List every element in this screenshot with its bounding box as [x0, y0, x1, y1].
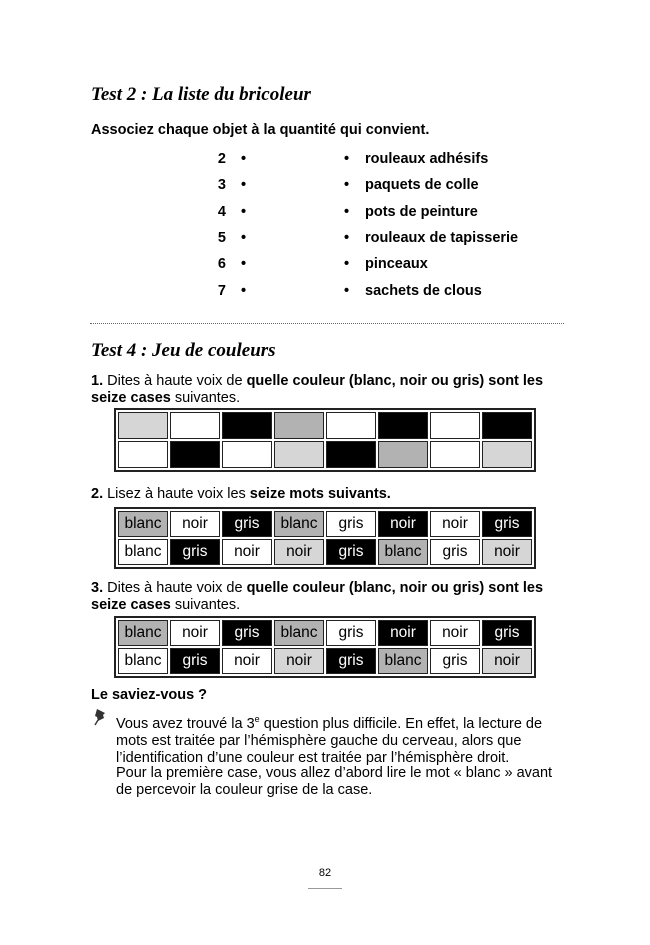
q2-word-cell: gris [170, 539, 220, 565]
q2-word-cell: gris [326, 539, 376, 565]
q1-number: 1. [91, 373, 104, 389]
color-cell [430, 441, 480, 468]
color-cell [222, 441, 272, 468]
object-label: rouleaux de tapisserie [365, 229, 519, 246]
para1-b: question plus difficile. En effet, la lecture de [259, 715, 543, 732]
quantity-number: 4 [217, 203, 226, 220]
test2-instruction: Associez chaque objet à la quantité qui convient. [91, 122, 430, 138]
q2-text: Lisez à haute voix les [103, 486, 250, 502]
object-label: rouleaux adhésifs [365, 151, 489, 167]
q2-word-cell: noir [222, 539, 272, 565]
match-dot-left[interactable]: • [241, 177, 247, 194]
match-dot-left[interactable]: • [241, 229, 247, 246]
grid-row [118, 441, 532, 468]
color-cell [326, 412, 376, 439]
q2-word-cell: blanc [274, 511, 324, 537]
q3-number: 3. [91, 580, 104, 596]
section-divider [90, 323, 564, 324]
q3-word-cell: blanc [118, 648, 168, 674]
q3-word-cell: noir [378, 620, 428, 646]
q3-text-2: suivantes. [170, 597, 241, 613]
color-cell [274, 412, 324, 439]
grid-row [118, 412, 532, 439]
q3-word-cell: gris [222, 620, 272, 646]
match-dot-right[interactable]: • [344, 229, 350, 246]
color-cell [378, 412, 428, 439]
match-dot-right[interactable]: • [344, 203, 350, 220]
q2-word-cell: gris [222, 511, 272, 537]
test4-title: Test 4 : Jeu de couleurs [91, 340, 276, 361]
question-3 [91, 580, 561, 614]
question-2 [91, 486, 391, 503]
q1-bold-2: seize cases [91, 390, 171, 406]
q2-bold: seize mots suivants. [249, 486, 391, 502]
question-1 [91, 373, 561, 407]
color-cell [274, 441, 324, 468]
q3-word-cell: gris [170, 648, 220, 674]
object-label: pots de peinture [365, 203, 478, 220]
q3-word-cell: noir [482, 648, 532, 674]
color-cell [118, 441, 168, 468]
match-dot-left[interactable]: • [241, 203, 247, 220]
match-dot-left[interactable]: • [241, 151, 247, 167]
q3-word-cell: gris [482, 620, 532, 646]
para2-line2: de percevoir la couleur grise de la case. [116, 782, 373, 798]
q1-bold: quelle couleur (blanc, noir ou gris) sont les [246, 373, 544, 389]
q3-word-cell: blanc [378, 648, 428, 674]
q2-word-cell: blanc [118, 539, 168, 565]
q2-number: 2. [91, 486, 104, 502]
match-dot-left[interactable]: • [241, 256, 247, 273]
test2-title: Test 2 : La liste du bricoleur [91, 84, 311, 105]
color-cell [430, 412, 480, 439]
saviez-title: Le saviez-vous ? [91, 687, 208, 703]
q2-word-cell: noir [170, 511, 220, 537]
color-cell [170, 441, 220, 468]
q3-word-cell: gris [430, 648, 480, 674]
quantity-number: 3 [217, 177, 226, 194]
q3-text: Dites à haute voix de [103, 580, 247, 596]
word-grid-q2 [114, 507, 536, 569]
quantity-number: 2 [217, 151, 226, 167]
para1-a: Vous avez trouvé la 3 [116, 715, 255, 732]
saviez-paragraph-2 [116, 765, 576, 799]
color-cell [482, 441, 532, 468]
quantity-number: 7 [217, 282, 226, 299]
q2-word-cell: noir [482, 539, 532, 565]
q2-word-cell: blanc [118, 511, 168, 537]
para1-line3: l’identification d’une couleur est traitée par l’hémisphère droit. [116, 749, 510, 766]
color-cell [222, 412, 272, 439]
object-label: pinceaux [365, 256, 428, 273]
color-grid [114, 408, 536, 472]
q2-word-cell: noir [378, 511, 428, 537]
para1-sup: e [254, 714, 260, 724]
match-dot-right[interactable]: • [344, 282, 350, 299]
match-dot-right[interactable]: • [344, 256, 350, 273]
q3-word-cell: noir [430, 620, 480, 646]
q3-bold-2: seize cases [91, 597, 171, 613]
grid-row [118, 648, 532, 674]
color-cell [326, 441, 376, 468]
color-cell [482, 412, 532, 439]
object-label: sachets de clous [365, 282, 482, 299]
q2-word-cell: noir [430, 511, 480, 537]
para1-line2: mots est traitée par l’hémisphère gauche du cerveau, alors que [116, 732, 522, 749]
q2-word-cell: gris [482, 511, 532, 537]
quantity-number: 6 [217, 256, 226, 273]
match-dot-right[interactable]: • [344, 151, 350, 167]
grid-row [118, 511, 532, 537]
q3-bold: quelle couleur (blanc, noir ou gris) sont les [246, 580, 544, 596]
match-dot-left[interactable]: • [241, 282, 247, 299]
q3-word-cell: noir [170, 620, 220, 646]
word-grid-q3 [114, 616, 536, 678]
page-number-rule [308, 888, 342, 889]
q3-word-cell: blanc [118, 620, 168, 646]
object-label: paquets de colle [365, 177, 479, 194]
saviez-paragraph-1 [116, 711, 576, 767]
q3-word-cell: noir [274, 648, 324, 674]
q3-word-cell: gris [326, 648, 376, 674]
q3-word-cell: gris [326, 620, 376, 646]
grid-row [118, 539, 532, 565]
q3-word-cell: noir [222, 648, 272, 674]
pushpin-icon [94, 708, 108, 726]
q2-word-cell: gris [430, 539, 480, 565]
para2-line1: Pour la première case, vous allez d’abord lire le mot « blanc » avant [116, 765, 553, 781]
color-cell [170, 412, 220, 439]
quantity-number: 5 [217, 229, 226, 246]
color-cell [378, 441, 428, 468]
q1-text-2: suivantes. [170, 390, 241, 406]
q3-word-cell: blanc [274, 620, 324, 646]
q2-word-cell: blanc [378, 539, 428, 565]
q1-text: Dites à haute voix de [103, 373, 247, 389]
q2-word-cell: noir [274, 539, 324, 565]
grid-row [118, 620, 532, 646]
q2-word-cell: gris [326, 511, 376, 537]
page-number: 82 [318, 867, 332, 879]
color-cell [118, 412, 168, 439]
match-dot-right[interactable]: • [344, 177, 350, 194]
